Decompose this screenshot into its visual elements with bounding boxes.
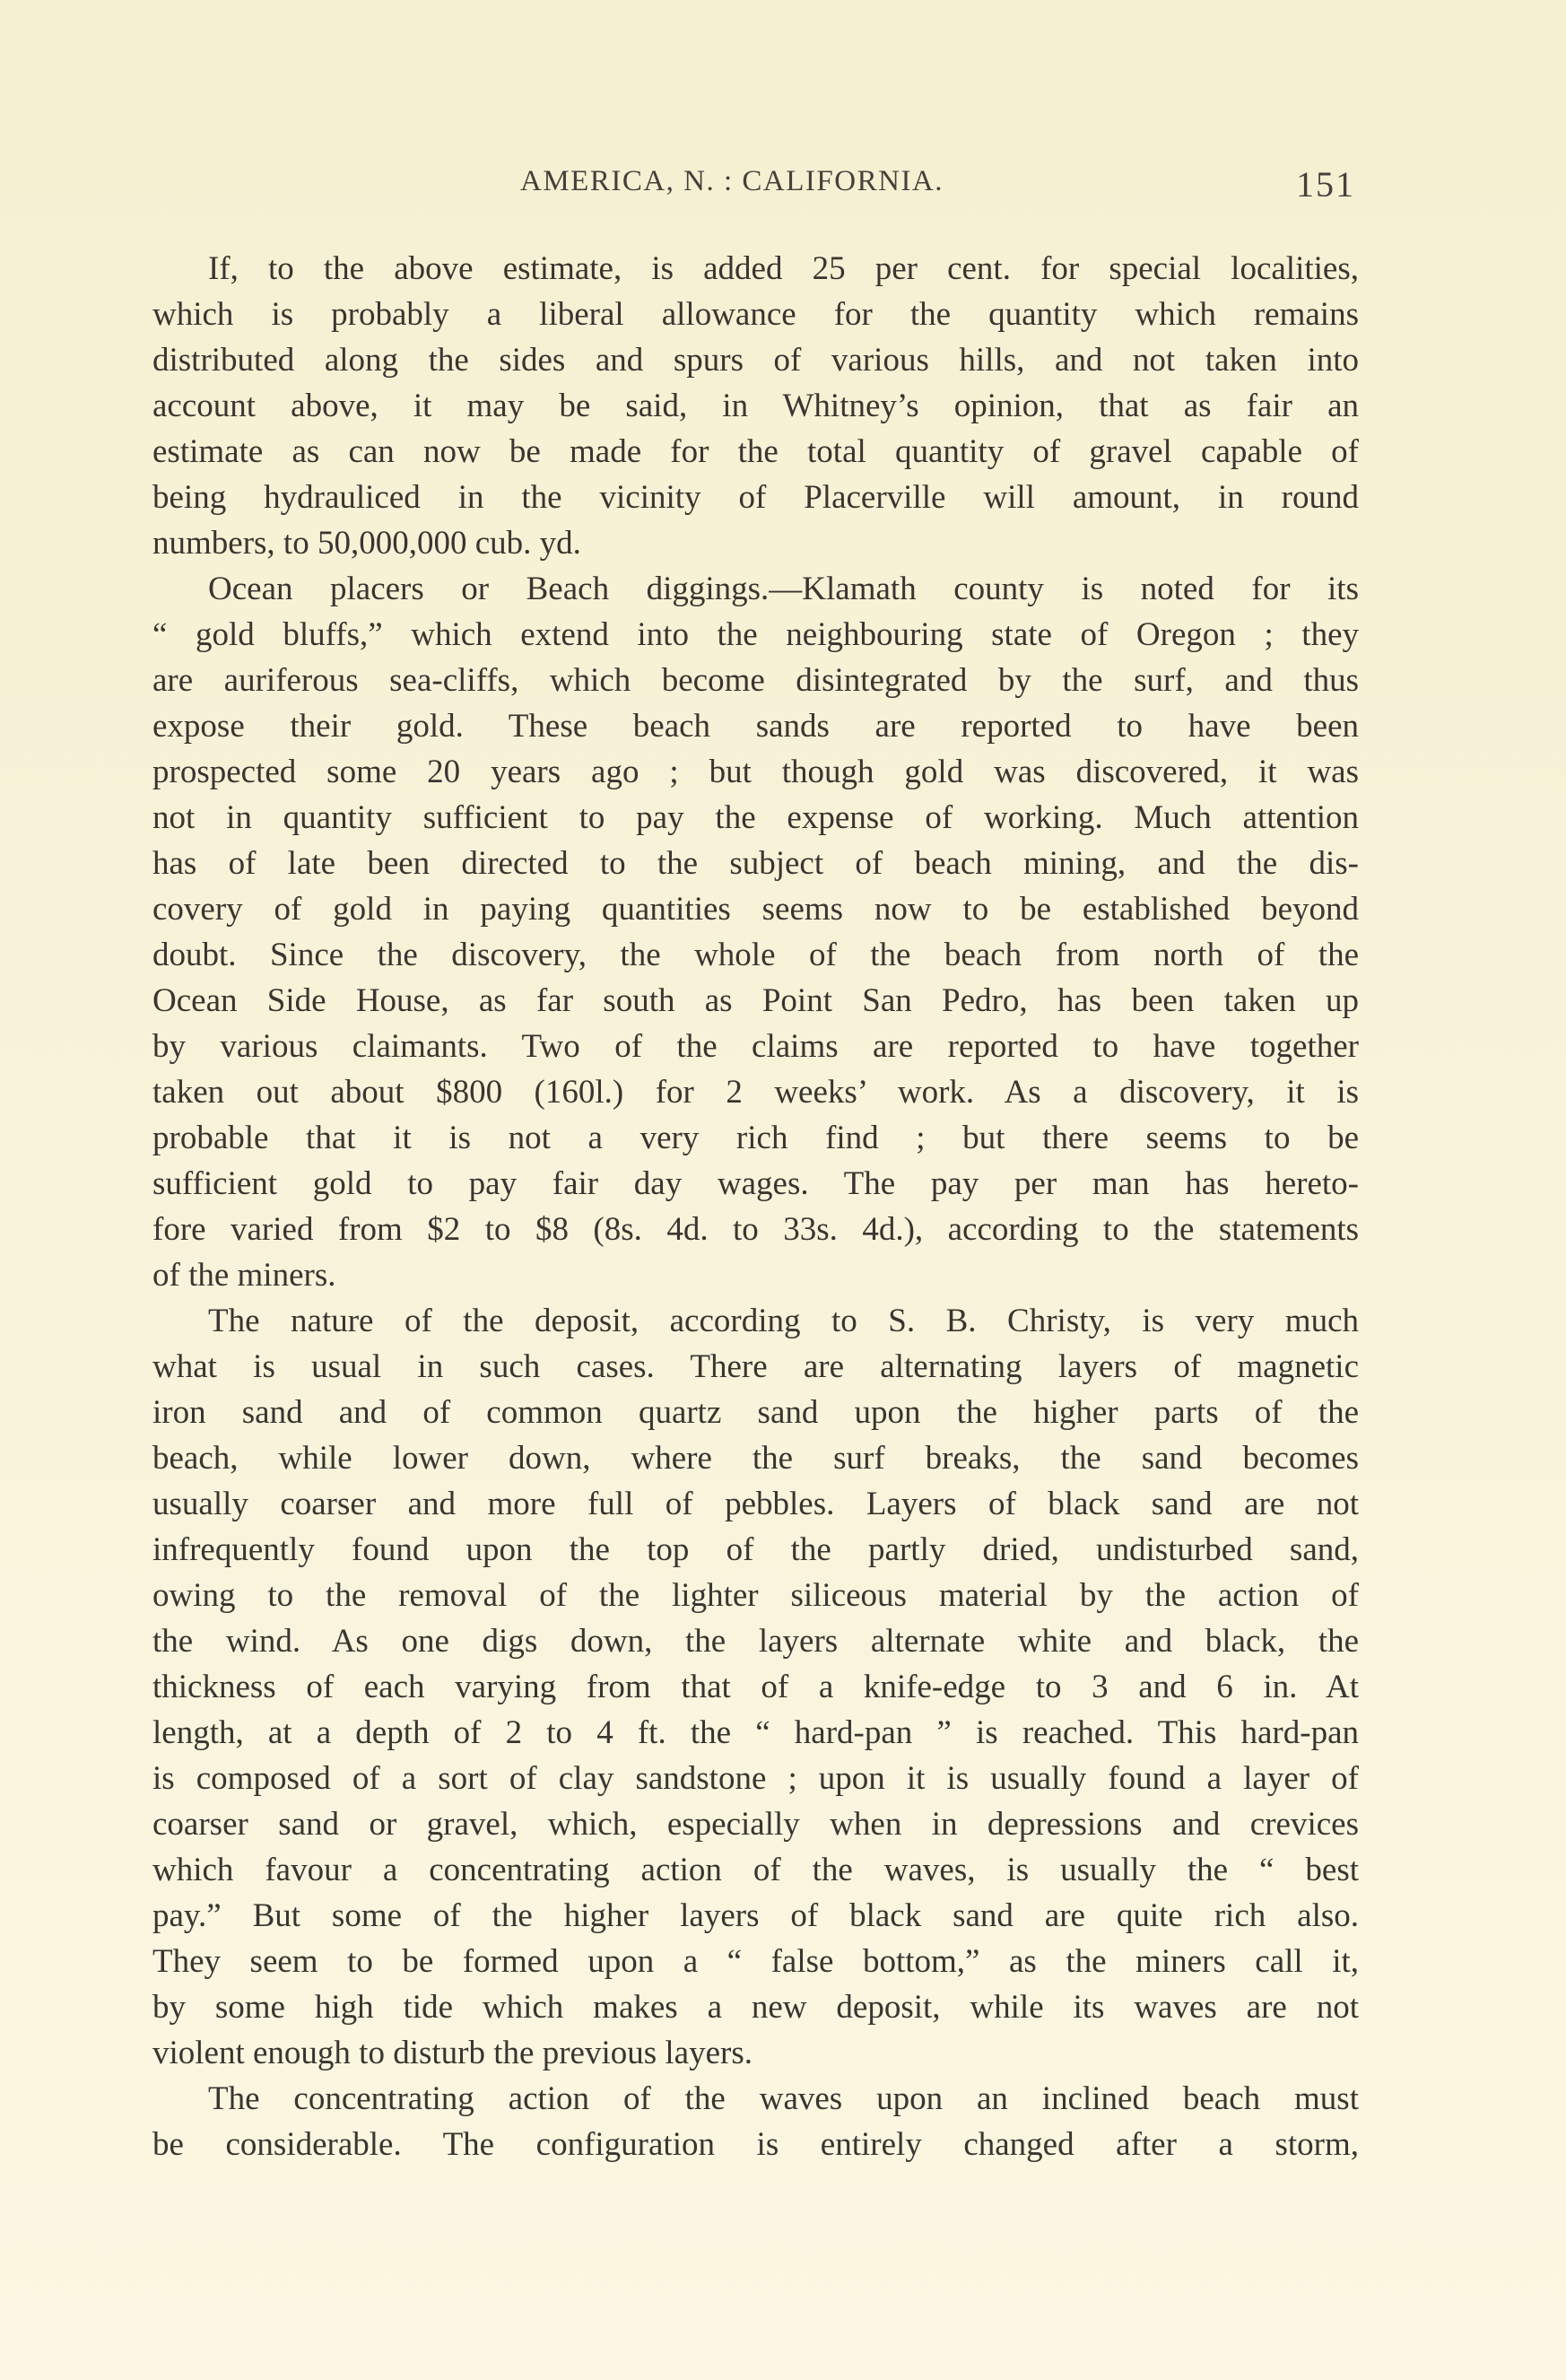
running-head (152, 165, 1359, 210)
text-line: being hydrauliced in the vicinity of Placerville will amount, in round (152, 479, 1359, 516)
paragraph-deposit-nature (152, 1298, 1359, 2076)
text-line: be considerable. The configuration is entirely changed after a storm, (152, 2126, 1359, 2163)
text-line: fore varied from $2 to $8 (8s. 4d. to 33s. 4d.), according to the statements (152, 1211, 1359, 1248)
running-head-title: AMERICA, N. : CALIFORNIA. (520, 165, 944, 197)
text-line: thickness of each varying from that of a knife-edge to 3 and 6 in. At (152, 1669, 1359, 1705)
text-line: taken out about $800 (160l.) for 2 weeks’ work. As a discovery, it is (152, 1074, 1359, 1111)
text-line: distributed along the sides and spurs of various hills, and not taken into (152, 342, 1359, 379)
text-line: beach, while lower down, where the surf breaks, the sand becomes (152, 1440, 1359, 1477)
text-line: iron sand and of common quartz sand upon the higher parts of the (152, 1394, 1359, 1431)
text-line: “ gold bluffs,” which extend into the neighbouring state of Oregon ; they (152, 616, 1359, 653)
text-line: the wind. As one digs down, the layers alternate white and black, the (152, 1623, 1359, 1660)
text-line: covery of gold in paying quantities seems now to be established beyond (152, 891, 1359, 928)
paragraph-gravel-estimate (152, 246, 1359, 566)
text-line: The nature of the deposit, according to S. B. Christy, is very much (208, 1303, 1359, 1339)
text-line: usually coarser and more full of pebbles. Layers of black sand are not (152, 1486, 1359, 1522)
text-line: prospected some 20 years ago ; but though gold was discovered, it was (152, 754, 1359, 790)
text-line: pay.” But some of the higher layers of black sand are quite rich also. (152, 1897, 1359, 1934)
text-line: account above, it may be said, in Whitney’s opinion, that as fair an (152, 388, 1359, 424)
text-line: of the miners. (152, 1257, 336, 1294)
text-line: sufficient gold to pay fair day wages. The pay per man has hereto- (152, 1165, 1359, 1202)
paragraph-wave-action (152, 2076, 1359, 2167)
text-line: has of late been directed to the subject of beach mining, and the dis- (152, 845, 1359, 882)
text-line: which is probably a liberal allowance for the quantity which remains (152, 296, 1359, 333)
text-line: doubt. Since the discovery, the whole of the beach from north of the (152, 937, 1359, 973)
text-line: what is usual in such cases. There are alternating layers of magnetic (152, 1348, 1359, 1385)
page-number: 151 (1296, 164, 1355, 205)
text-line: They seem to be formed upon a “ false bottom,” as the miners call it, (152, 1943, 1359, 1980)
text-line: owing to the removal of the lighter siliceous material by the action of (152, 1577, 1359, 1614)
text-line: numbers, to 50,000,000 cub. yd. (152, 525, 581, 562)
text-line: length, at a depth of 2 to 4 ft. the “ hard-pan ” is reached. This hard-pan (152, 1714, 1359, 1751)
text-line: are auriferous sea-cliffs, which become disintegrated by the surf, and thus (152, 662, 1359, 699)
text-line: is composed of a sort of clay sandstone ; upon it is usually found a layer of (152, 1760, 1359, 1797)
text-line: expose their gold. These beach sands are reported to have been (152, 708, 1359, 745)
text-line: coarser sand or gravel, which, especially when in depressions and crevices (152, 1806, 1359, 1843)
text-line: infrequently found upon the top of the partly dried, undisturbed sand, (152, 1531, 1359, 1568)
text-line: Ocean Side House, as far south as Point San Pedro, has been taken up (152, 982, 1359, 1019)
text-line: estimate as can now be made for the total quantity of gravel capable of (152, 433, 1359, 470)
text-line: probable that it is not a very rich find ; but there seems to be (152, 1120, 1359, 1156)
text-line: by some high tide which makes a new deposit, while its waves are not (152, 1989, 1359, 2026)
body-text (152, 246, 1359, 2167)
text-line: Ocean placers or Beach diggings.—Klamath county is noted for its (208, 571, 1359, 607)
text-line: The concentrating action of the waves upon an inclined beach must (208, 2080, 1359, 2117)
paragraph-ocean-placers (152, 566, 1359, 1298)
text-line: If, to the above estimate, is added 25 per cent. for special localities, (208, 250, 1359, 287)
text-line: by various claimants. Two of the claims are reported to have together (152, 1028, 1359, 1065)
text-line: which favour a concentrating action of the waves, is usually the “ best (152, 1852, 1359, 1888)
text-line: not in quantity sufficient to pay the expense of working. Much attention (152, 799, 1359, 836)
text-line: violent enough to disturb the previous layers. (152, 2035, 753, 2071)
